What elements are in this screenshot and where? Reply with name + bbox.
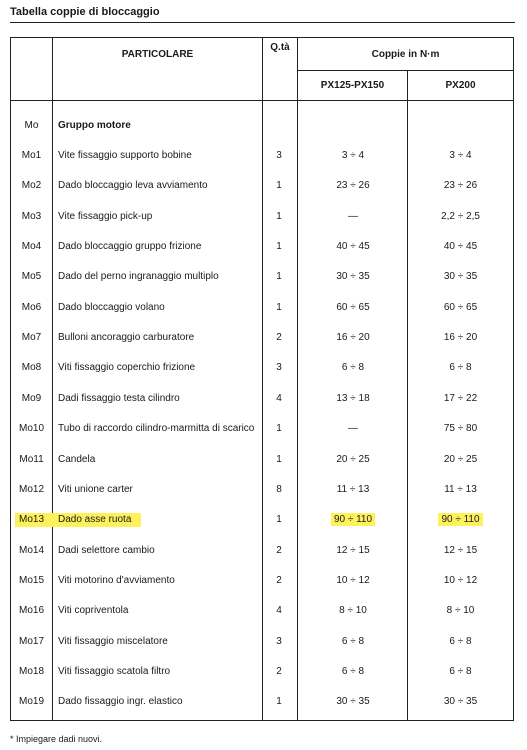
row-torque-px200: [408, 293, 513, 323]
row-torque-px125-px150: [299, 232, 407, 262]
row-torque-px200: [408, 445, 513, 475]
row-description-text: Dado bloccaggio leva avviamento: [58, 180, 208, 192]
row-torque-px200: [408, 536, 513, 566]
row-description: [58, 475, 263, 505]
row-torque-px200: [408, 596, 513, 626]
row-code: [11, 141, 52, 171]
row-quantity-text: 3: [276, 150, 282, 161]
row-torque-px125-px150-text: 6 ÷ 8: [341, 635, 365, 647]
row-torque-px200-text: 12 ÷ 15: [443, 544, 478, 556]
row-code: [11, 566, 52, 596]
row-code-text: Mo1: [21, 150, 42, 161]
row-quantity-text: 2: [276, 574, 282, 586]
row-code: [11, 475, 52, 505]
row-torque-px125-px150: [299, 596, 407, 626]
row-quantity: [262, 627, 296, 657]
row-code: [11, 536, 52, 566]
row-torque-px200-text: 3 ÷ 4: [449, 150, 472, 161]
row-description-text: Vite fissaggio supporto bobine: [58, 150, 192, 161]
row-torque-px200-text: 17 ÷ 22: [443, 392, 478, 404]
row-quantity-text: 4: [276, 605, 282, 617]
row-quantity-text: 8: [276, 483, 282, 495]
row-code-text: Mo13: [18, 514, 44, 526]
row-description: [58, 536, 263, 566]
row-torque-px200: [408, 566, 513, 596]
header-particolare: PARTICOLARE: [121, 49, 194, 60]
row-torque-px200: [408, 262, 513, 292]
row-torque-px200-text: 30 ÷ 35: [443, 696, 478, 708]
row-description: [58, 141, 263, 171]
group-row: [11, 111, 513, 141]
row-torque-px125-px150-text: 90 ÷ 110: [331, 513, 375, 526]
row-torque-px200: [408, 202, 513, 232]
row-quantity: [262, 657, 296, 687]
header-col-px200: PX200: [445, 80, 476, 91]
header-col-px125-px150: PX125-PX150: [320, 80, 385, 91]
table-row: [11, 536, 513, 566]
row-torque-px125-px150-text: 60 ÷ 65: [336, 301, 370, 313]
row-description: [58, 596, 263, 626]
table-row: [11, 171, 513, 201]
row-quantity: [262, 596, 296, 626]
row-code-text: Mo10: [18, 423, 44, 435]
group-code: Mo: [24, 120, 39, 131]
row-quantity: [262, 566, 296, 596]
row-torque-px200-text: 8 ÷ 10: [446, 605, 475, 617]
row-code: [11, 232, 52, 262]
row-torque-px125-px150: [299, 171, 407, 201]
torque-table: [10, 37, 514, 721]
row-quantity-text: 2: [276, 544, 282, 556]
row-code-text: Mo5: [21, 271, 42, 283]
row-torque-px125-px150: [299, 475, 407, 505]
row-description: [58, 414, 263, 444]
row-torque-px200: [408, 141, 513, 171]
row-code-text: Mo4: [21, 241, 42, 253]
row-torque-px200: [408, 232, 513, 262]
row-quantity: [262, 141, 296, 171]
table-row: [11, 445, 513, 475]
row-torque-px200-text: 60 ÷ 65: [443, 301, 478, 313]
row-code: [11, 414, 52, 444]
row-code: [11, 262, 52, 292]
page-title: Tabella coppie di bloccaggio: [10, 6, 160, 18]
row-description: [58, 566, 263, 596]
row-torque-px125-px150-text: 12 ÷ 15: [336, 544, 370, 556]
table-row: [11, 627, 513, 657]
row-code-text: Mo6: [21, 301, 42, 313]
table-row: [11, 141, 513, 171]
row-torque-px125-px150: [299, 657, 407, 687]
table-row: [11, 596, 513, 626]
row-description: [58, 657, 263, 687]
row-quantity: [262, 293, 296, 323]
table-row: [11, 566, 513, 596]
row-quantity: [262, 202, 296, 232]
row-quantity-text: 3: [276, 362, 282, 374]
row-torque-px125-px150: [299, 323, 407, 353]
row-torque-px200: [408, 323, 513, 353]
row-description-text: Viti unione carter: [58, 483, 133, 495]
row-code: [11, 505, 52, 535]
row-quantity-text: 2: [276, 332, 282, 344]
row-description-text: Viti copriventola: [58, 605, 129, 617]
row-quantity-text: 1: [276, 514, 282, 526]
row-torque-px125-px150: [299, 384, 407, 414]
row-code-text: Mo16: [18, 605, 44, 617]
row-torque-px200: [408, 657, 513, 687]
row-quantity-text: 3: [276, 635, 282, 647]
row-torque-px125-px150: [299, 505, 407, 535]
row-quantity-text: 4: [276, 392, 282, 404]
row-quantity: [262, 505, 296, 535]
row-description-text: Viti fissaggio coperchio frizione: [58, 362, 196, 374]
row-torque-px125-px150-text: —: [348, 210, 358, 222]
row-code: [11, 596, 52, 626]
row-code: [11, 657, 52, 687]
row-quantity-text: 1: [276, 423, 282, 435]
row-code: [11, 323, 52, 353]
row-torque-px125-px150: [299, 687, 407, 717]
row-torque-px200-text: 23 ÷ 26: [443, 180, 478, 192]
row-description-text: Dadi fissaggio testa cilindro: [58, 392, 180, 404]
row-description: [58, 232, 263, 262]
row-quantity: [262, 323, 296, 353]
row-torque-px125-px150: [299, 536, 407, 566]
group-title: Gruppo motore: [58, 120, 131, 131]
row-code: [11, 627, 52, 657]
row-torque-px200: [408, 414, 513, 444]
row-torque-px125-px150-text: 8 ÷ 10: [339, 605, 367, 617]
row-description-text: Viti motorino d'avviamento: [58, 574, 175, 586]
row-code-text: Mo18: [18, 665, 44, 677]
row-torque-px125-px150: [299, 262, 407, 292]
row-torque-px200: [408, 475, 513, 505]
row-code-text: Mo9: [21, 392, 42, 404]
row-torque-px125-px150: [299, 627, 407, 657]
row-code: [11, 353, 52, 383]
row-torque-px200-text: 6 ÷ 8: [449, 635, 472, 647]
row-torque-px200: [408, 505, 513, 535]
row-description: [58, 171, 263, 201]
row-quantity: [262, 475, 296, 505]
row-torque-px200-text: 20 ÷ 25: [443, 453, 478, 465]
row-torque-px125-px150-text: 40 ÷ 45: [336, 241, 370, 253]
row-code-text: Mo14: [18, 544, 44, 556]
row-description: [58, 627, 263, 657]
row-code-text: Mo8: [21, 362, 42, 374]
row-description: [58, 353, 263, 383]
row-torque-px200-text: 2,2 ÷ 2,5: [441, 210, 480, 222]
row-torque-px200: [408, 627, 513, 657]
row-description-text: Viti fissaggio miscelatore: [58, 635, 168, 647]
row-torque-px200-text: 6 ÷ 8: [449, 665, 472, 677]
row-quantity: [262, 262, 296, 292]
row-code: [11, 171, 52, 201]
row-description: [58, 323, 263, 353]
header-qta: Q.tà: [270, 42, 290, 53]
row-torque-px125-px150-text: 10 ÷ 12: [336, 574, 370, 586]
row-code-text: Mo2: [21, 180, 42, 192]
title-divider: [10, 22, 515, 23]
table-row: [11, 202, 513, 232]
row-description-text: Vite fissaggio pick-up: [58, 210, 153, 222]
row-quantity: [262, 445, 296, 475]
row-torque-px200-text: 10 ÷ 12: [443, 574, 478, 586]
row-description-text: Bulloni ancoraggio carburatore: [58, 332, 195, 344]
row-quantity-text: 2: [276, 665, 282, 677]
row-torque-px125-px150: [299, 414, 407, 444]
header-bottom-rule: [11, 100, 513, 101]
table-row: [11, 475, 513, 505]
row-code: [11, 293, 52, 323]
row-torque-px125-px150-text: 23 ÷ 26: [336, 180, 370, 192]
row-torque-px200-text: 16 ÷ 20: [443, 332, 478, 344]
row-torque-px125-px150-text: 30 ÷ 35: [336, 696, 370, 708]
row-code-text: Mo3: [21, 210, 42, 222]
row-torque-px125-px150-text: 20 ÷ 25: [336, 453, 370, 465]
row-torque-px125-px150-text: 30 ÷ 35: [336, 271, 370, 283]
row-torque-px200-text: 6 ÷ 8: [449, 362, 472, 374]
row-torque-px200: [408, 687, 513, 717]
row-torque-px200-text: 30 ÷ 35: [443, 271, 478, 283]
row-quantity-text: 1: [276, 453, 282, 465]
row-description: [58, 262, 263, 292]
row-code: [11, 445, 52, 475]
row-code-text: Mo12: [18, 483, 44, 495]
row-quantity-text: 1: [276, 180, 282, 192]
table-row: [11, 687, 513, 717]
row-code: [11, 687, 52, 717]
table-row: [11, 414, 513, 444]
row-code-text: Mo15: [18, 574, 44, 586]
row-torque-px125-px150-text: —: [348, 423, 358, 435]
table-row: [11, 353, 513, 383]
row-code-text: Mo11: [19, 453, 44, 465]
row-torque-px125-px150: [299, 445, 407, 475]
row-quantity-text: 1: [276, 210, 282, 222]
row-torque-px200-text: 90 ÷ 110: [438, 513, 482, 526]
row-torque-px125-px150-text: 11 ÷ 13: [336, 483, 370, 495]
row-torque-px125-px150-text: 16 ÷ 20: [336, 332, 370, 344]
row-torque-px125-px150: [299, 202, 407, 232]
row-code: [11, 384, 52, 414]
row-description: [58, 445, 263, 475]
row-torque-px200: [408, 353, 513, 383]
row-description-text: Dado del perno ingranaggio multiplo: [58, 271, 219, 283]
row-torque-px200: [408, 384, 513, 414]
row-quantity-text: 1: [276, 271, 282, 283]
header-coppie: Coppie in N·m: [371, 49, 440, 60]
row-description-text: Viti fissaggio scatola filtro: [58, 665, 171, 677]
row-torque-px200-text: 11 ÷ 13: [444, 483, 477, 495]
row-quantity: [262, 232, 296, 262]
table-row: [11, 657, 513, 687]
row-torque-px125-px150: [299, 293, 407, 323]
row-torque-px125-px150: [299, 566, 407, 596]
row-description-text: Dado asse ruota: [58, 514, 132, 526]
table-row: [11, 293, 513, 323]
table-row: [11, 505, 513, 535]
row-code-text: Mo17: [18, 635, 44, 647]
row-torque-px125-px150-text: 13 ÷ 18: [336, 392, 370, 404]
row-torque-px125-px150-text: 3 ÷ 4: [341, 150, 365, 161]
row-quantity-text: 1: [276, 301, 282, 313]
row-torque-px200-text: 40 ÷ 45: [443, 241, 478, 253]
row-torque-px200: [408, 171, 513, 201]
row-quantity: [262, 414, 296, 444]
row-code: [11, 202, 52, 232]
table-row: [11, 262, 513, 292]
row-torque-px125-px150-text: 6 ÷ 8: [341, 665, 365, 677]
row-description-text: Dado fissaggio ingr. elastico: [58, 696, 183, 708]
row-torque-px125-px150-text: 6 ÷ 8: [341, 362, 365, 374]
row-quantity: [262, 353, 296, 383]
row-description: [58, 293, 263, 323]
row-description: [58, 505, 263, 535]
header-subdivider: [298, 70, 513, 71]
row-description-text: Tubo di raccordo cilindro-marmitta di scarico: [58, 423, 255, 435]
row-torque-px125-px150: [299, 141, 407, 171]
table-row: [11, 323, 513, 353]
row-quantity-text: 1: [276, 241, 282, 253]
row-description-text: Dadi selettore cambio: [58, 544, 155, 556]
row-quantity: [262, 384, 296, 414]
row-quantity: [262, 171, 296, 201]
row-description: [58, 687, 263, 717]
row-torque-px125-px150: [299, 353, 407, 383]
row-quantity: [262, 536, 296, 566]
table-row: [11, 232, 513, 262]
row-description: [58, 384, 263, 414]
table-row: [11, 384, 513, 414]
row-description-text: Candela: [58, 453, 96, 465]
row-quantity: [262, 687, 296, 717]
row-description-text: Dado bloccaggio gruppo frizione: [58, 241, 202, 253]
row-description-text: Dado bloccaggio volano: [58, 301, 165, 313]
row-description: [58, 202, 263, 232]
row-torque-px200-text: 75 ÷ 80: [443, 423, 478, 435]
row-quantity-text: 1: [276, 696, 282, 708]
row-code-text: Mo7: [21, 332, 42, 344]
footnote: * Impiegare dadi nuovi.: [10, 734, 103, 744]
row-code-text: Mo19: [18, 696, 44, 708]
